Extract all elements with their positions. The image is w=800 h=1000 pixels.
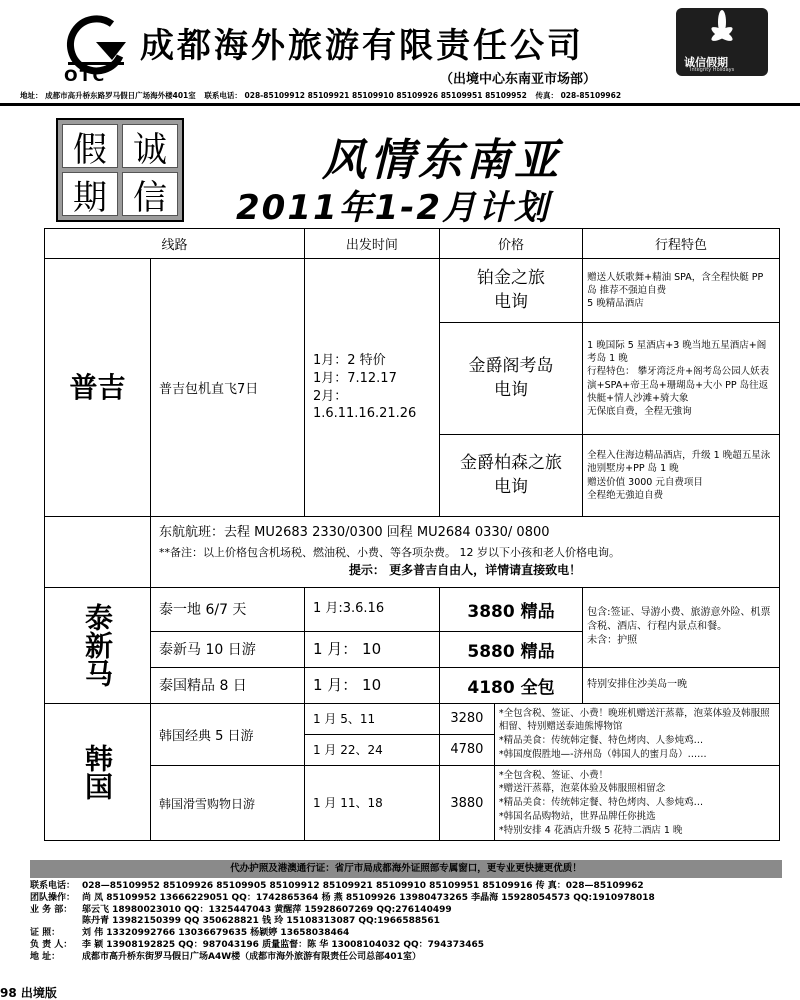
integrity-badge [56,118,184,222]
depart-dates [304,259,439,517]
feature-cell: 特别安排住沙美岛一晚 [583,667,780,703]
department-name: （出境中心东南亚市场部） [440,72,597,87]
brand-name: 诚信假期 [684,56,728,69]
header-features: 行程特色 [583,229,780,259]
price-cell [439,323,582,435]
contact-text: 尚 凤 85109952 13666229051 QQ：1742865364 杨 燕 85109926 13980473265 李晶海 15928054573 QQ:1910978018 [82,892,655,903]
table-row [45,765,780,841]
route-name: 普吉包机直飞7日 [151,259,305,517]
visa-notice: 代办护照及港澳通行证：省厅市局成都海外证照部专属窗口，更专业更快捷更优质！ [30,860,782,878]
contact-label: 负 责 人： [30,939,73,950]
table-header-row [45,229,780,259]
table-row [45,259,780,323]
route-name: 泰新马 10 日游 [151,631,305,667]
otc-logo-text: OTC [64,66,107,85]
contact-row [30,893,790,905]
depart-date: 1 月 5、11 [304,703,439,734]
header-phone: 联系电话： 028-85109912 85109921 85109910 85109926 85109951 85109952 [204,91,527,100]
price-cell: 3280 [439,703,494,734]
header-price: 价格 [439,229,582,259]
price-cell [439,259,582,323]
page-subtitle: 2011年1-2月计划 [236,188,551,228]
empty-cell [45,517,151,588]
badge-char: 信 [122,172,178,216]
route-name: 韩国经典 5 日游 [151,703,305,765]
route-name: 泰一地 6/7 天 [151,587,305,631]
table-row [45,587,780,631]
depart-date: 1 月 11、18 [304,765,439,841]
contact-text: 李 颖 13908192825 QQ：987043196 质量监督：陈 华 13008104032 QQ：794373465 [82,939,485,950]
region-korea: 韩国 [45,703,151,841]
flight-info: 东航航班：去程 MU2683 2330/0300 回程 MU2684 0330/ 0800 [159,525,550,540]
feature-cell: *全包含税、签证、小费！晚班机赠送汗蒸幕，泡菜体验及韩服照相留、特别赠送泰迪熊博物馆 *精品美食：传统韩定餐、特色烤肉、人参炖鸡… *韩国度假胜地—-济州岛（韩国人的蜜月岛）…… [494,703,779,765]
header-fax: 传真： 028-85109962 [535,91,622,100]
company-name: 成都海外旅游有限责任公司 [140,26,584,66]
contact-text: 陈丹青 13982150399 QQ 350628821 钱 玲 15108313087 QQ:1966588561 [82,916,440,927]
option-price: 电询 [493,291,528,312]
feature-cell: 包含:签证、导游小费、旅游意外险、机票含税、酒店、行程内景点和餐。 未含：护照 [583,587,780,667]
contact-text: 028—85109952 85109926 85109905 85109912 85109921 85109910 85109951 85109916 传 真：028—85109962 [82,881,644,891]
contact-row [30,881,790,893]
contact-label: 证 照： [30,928,61,939]
option-price: 电询 [493,476,528,497]
tip-text: 提示： 更多普吉自由人，详情请直接致电！ [348,563,582,578]
contact-row [30,952,790,964]
page-title: 风情东南亚 [322,135,562,186]
header-address: 地址： 成都市高升桥东路罗马假日广场海外楼401室 [20,91,196,100]
option-price: 电询 [493,379,528,400]
price-cell: 3880 精品 [439,587,582,631]
table-row [45,667,780,703]
feature-cell: 全程入住海边精品酒店，升级 1 晚超五星泳池别墅房+PP 岛 1 晚 赠送价值 3000 元自费项目 全程绝无強迫自费 [583,435,780,517]
phuket-notes [151,517,780,588]
contact-row [30,916,790,928]
palm-leaf-icon [676,8,768,58]
table-row [45,703,780,734]
header-contact-line [20,90,627,101]
contact-label: 业 务 部： [30,904,73,915]
region-phuket: 普吉 [45,259,151,517]
contact-label: 联系电话： [30,881,76,891]
price-note: **备注：以上价格包含机场税、燃油税、小费、等各项杂费。 12 岁以下小孩和老人价格电询。 [159,545,620,559]
contact-list [30,881,790,964]
contact-label: 团队操作： [30,892,76,903]
option-name: 金爵柏森之旅 [459,452,562,473]
depart-line: 1月：2 特价 [312,353,386,369]
price-cell [439,435,582,517]
contact-text: 刘 伟 13320992766 13036679635 杨颖婷 13658038464 [82,928,350,939]
badge-char: 期 [62,172,118,216]
badge-char: 假 [62,124,118,168]
route-name: 韩国滑雪购物日游 [151,765,305,841]
contact-row [30,928,790,940]
option-name: 金爵阁考岛 [468,355,554,376]
tour-table [44,228,780,841]
page-header [0,0,800,106]
contact-row [30,905,790,917]
badge-char: 诚 [122,124,178,168]
feature-cell: 赠送人妖歌舞+精油 SPA，含全程快艇 PP 岛 推荐不强迫自费 5 晚精品酒店 [583,259,780,323]
contact-text: 邬云飞 18980023010 QQ：1325447043 黄醒萍 15928607269 QQ:276140499 [82,904,452,915]
feature-cell: 1 晚国际 5 星酒店+3 晚当地五星酒店+阁考岛 1 晚 行程特色： 攀牙湾泛舟+阁考岛公园人妖表演+SPA+帝王岛+珊瑚岛+大小 PP 岛往返快艇+情人沙滩+骑大象 无保底自费，全程无強询 [583,323,780,435]
header-depart: 出发时间 [304,229,439,259]
feature-cell: *全包含税、签证、小费！ *赠送汗蒸幕，泡菜体验及韩服照相留念 *精品美食：传统韩定餐、特色烤肉、人参炖鸡… *韩国名品购物站，世界品牌任你挑选 *特别安排 4 花酒店升级 5 花特二酒店 1 晚 [494,765,779,841]
table-row [45,517,780,588]
depart-date: 1 月:3.6.16 [304,587,439,631]
depart-line: 1.6.11.16.21.26 [312,406,417,422]
depart-line: 2月： [312,388,348,404]
depart-date: 1 月： 10 [304,667,439,703]
depart-date: 1 月： 10 [304,631,439,667]
contact-label: 地 址： [30,951,61,962]
depart-line: 1月：7.12.17 [312,370,397,386]
region-thai-sing-malay: 泰新马 [45,587,151,703]
page-label: 98 出境版 [0,986,57,1000]
price-cell: 4780 [439,734,494,765]
price-cell: 4180 全包 [439,667,582,703]
price-cell: 3880 [439,765,494,841]
header-route: 线路 [45,229,305,259]
contact-row [30,940,790,952]
brand-english: Integrity Holidays [690,67,735,73]
route-name: 泰国精品 8 日 [151,667,305,703]
depart-date: 1 月 22、24 [304,734,439,765]
price-cell: 5880 精品 [439,631,582,667]
contact-text: 成都市高升桥东街罗马假日广场A4W楼（成都市海外旅游有限责任公司总部401室） [82,951,421,962]
option-name: 铂金之旅 [476,267,545,288]
